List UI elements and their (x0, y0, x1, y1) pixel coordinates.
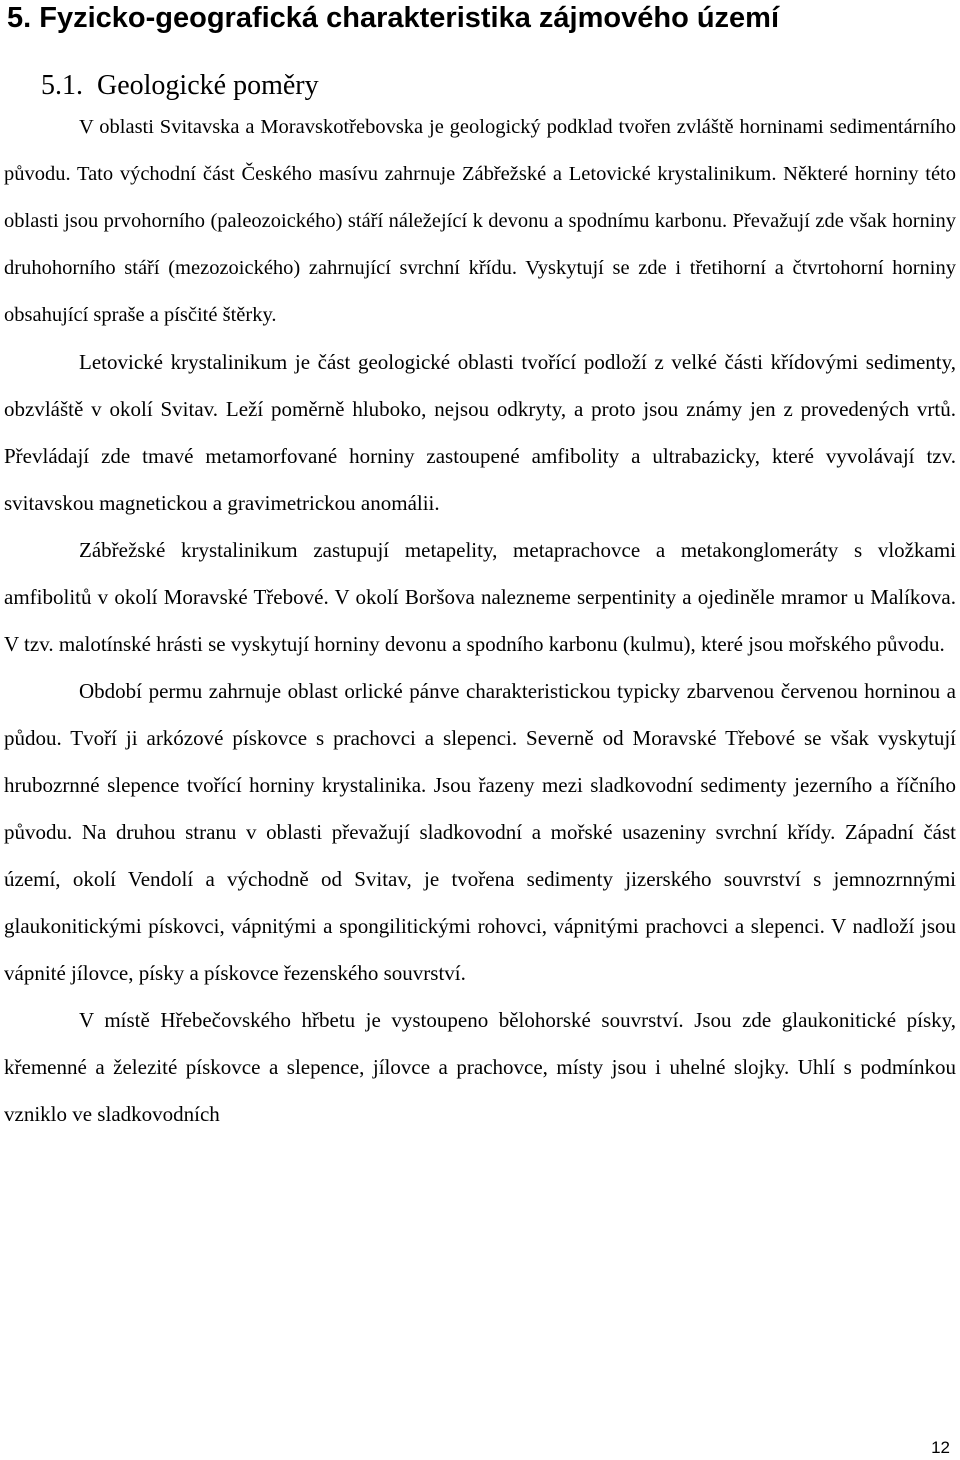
paragraph-hrebec-ridge: V místě Hřebečovského hřbetu je vystoupeno bělohorské souvrství. Jsou zde glaukonitické písky, křemenné a železité pískovce a slepence, jílovce a prachovce, místy jsou i uhelné slojky. Uhlí s podmínkou vzniklo ve sladkovodních (4, 1008, 956, 1126)
chapter-title: 5. Fyzicko-geografická charakteristika zájmového území (7, 2, 780, 34)
paragraph-zabreh-crystalline: Zábřežské krystalinikum zastupují metapelity, metaprachovce a metakonglomeráty s vložkami amfibolitů v okolí Moravské Třebové. V okolí Boršova nalezneme serpentinity a ojediněle mramor u Malíkova. V tzv. malotínské hrásti se vyskytují horniny devonu a spodního karbonu (kulmu), které jsou mořského původu. (4, 538, 956, 656)
paragraph-letovice-crystalline: Letovické krystalinikum je část geologické oblasti tvořící podloží z velké části křídovými sedimenty, obzvláště v okolí Svitav. Leží poměrně hluboko, nejsou odkryty, a proto jsou známy jen z provedených vrtů. Převládají zde tmavé metamorfované horniny zastoupené amfibolity a ultrabazicky, které vyvolávají tzv. svitavskou magnetickou a gravimetrickou anomálii. (4, 350, 956, 515)
body-text (4, 104, 956, 1138)
paragraph-permian-period: Období permu zahrnuje oblast orlické pánve charakteristickou typicky zbarvenou červenou horninou a půdou. Tvoří ji arkózové pískovce s prachovci a slepenci. Severně od Moravské Třebové se však vyskytují hrubozrnné slepence tvořící horniny krystalinika. Jsou řazeny mezi sladkovodní sedimenty jezerního a říčního původu. Na druhou stranu v oblasti převažují sladkovodní a mořské usazeniny svrchní křídy. Západní část území, okolí Vendolí a východně od Svitav, je tvořena sedimenty jizerského souvrství s jemnozrnnými glaukonitickými pískovci, vápnitými a spongilitickými rohovci, vápnitými prachovci a slepenci. V nadloží jsou vápnité jílovce, písky a pískovce řezenského souvrství. (4, 679, 956, 985)
section-title: 5.1. Geologické poměry (41, 70, 319, 101)
paragraph-geological-overview: V oblasti Svitavska a Moravskotřebovska je geologický podklad tvořen zvláště horninami sedimentárního původu. Tato východní část Českého masívu zahrnuje Zábřežské a Letovické krystalinikum. Některé horniny této oblasti jsou prvohorního (paleozoického) stáří náležející k devonu a spodnímu karbonu. Převažují zde však horniny druhohorního stáří (mezozoického) zahrnující svrchní křídu. Vyskytují se zde i třetihorní a čtvrtohorní horniny obsahující spraše a písčité štěrky. (4, 116, 956, 326)
page-number: 12 (931, 1438, 950, 1457)
